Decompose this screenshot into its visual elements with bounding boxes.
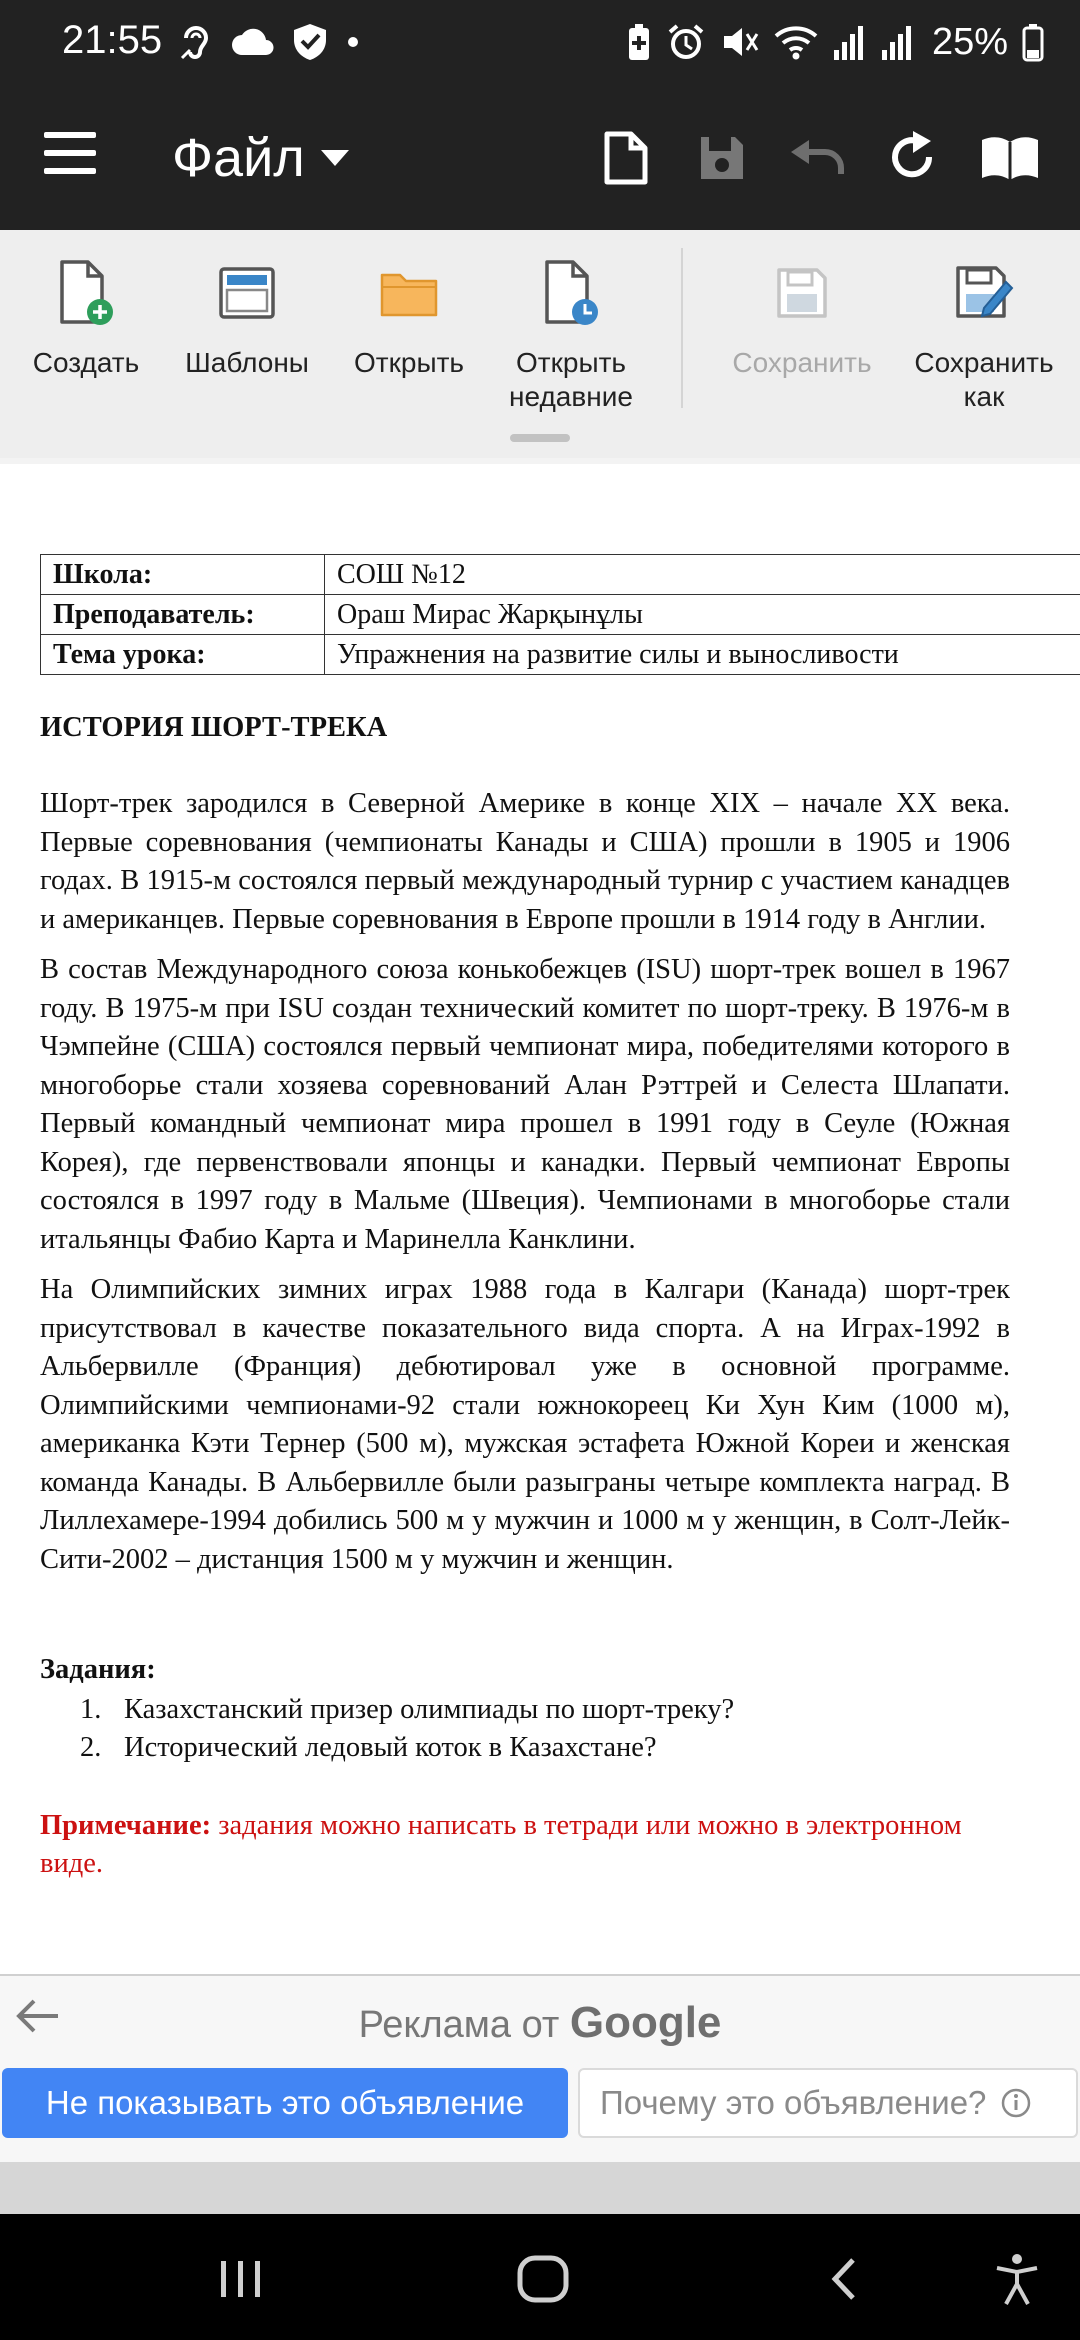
- cloud-icon: [230, 27, 274, 57]
- status-time: 21:55: [62, 18, 163, 62]
- table-row: [41, 555, 1080, 595]
- ad-title: Реклама от Google: [358, 1998, 722, 2047]
- document-content: [40, 554, 1080, 1883]
- save-button[interactable]: [722, 248, 882, 380]
- ribbon-toolbar: [0, 230, 1080, 458]
- create-button[interactable]: [6, 248, 166, 380]
- save-as-label: Сохранить как: [914, 347, 1054, 412]
- ribbon-collapse-handle[interactable]: [510, 434, 570, 442]
- alarm-icon: [666, 22, 706, 62]
- status-left-icons: [178, 18, 360, 66]
- save-as-button[interactable]: [904, 248, 1064, 414]
- templates-label: Шаблоны: [185, 347, 309, 378]
- mute-icon: [720, 22, 760, 62]
- navigation-bar: [0, 2214, 1080, 2340]
- menu-button[interactable]: [44, 132, 100, 188]
- back-button[interactable]: [810, 2244, 880, 2314]
- redo-button[interactable]: [866, 122, 962, 194]
- home-button[interactable]: [508, 2244, 578, 2314]
- recent-apps-button[interactable]: [206, 2244, 276, 2314]
- redo-icon: [889, 131, 939, 185]
- document-heading: ИСТОРИЯ ШОРТ-ТРЕКА: [40, 712, 388, 743]
- open-recent-button[interactable]: [491, 248, 651, 414]
- why-this-ad-label: Почему это объявление?: [600, 2084, 987, 2121]
- note-text: задания можно написать в тетради или можно в электронном виде.: [40, 1810, 962, 1879]
- dot-icon: [346, 35, 360, 49]
- tasks-list: [40, 1691, 1080, 1767]
- signal-icon: [880, 22, 914, 62]
- table-cell-value: СОШ №12: [325, 555, 1080, 595]
- list-item: [40, 1729, 1080, 1767]
- read-mode-icon: [979, 134, 1041, 182]
- accessibility-button[interactable]: [982, 2244, 1052, 2314]
- templates-button[interactable]: [167, 248, 327, 380]
- table-cell-value: Упражнения на развитие силы и выносливости: [325, 635, 1080, 675]
- hearing-icon: [178, 22, 212, 62]
- templates-icon: [217, 265, 277, 321]
- status-right-icons: [626, 18, 1044, 66]
- new-document-button[interactable]: [578, 122, 674, 194]
- home-icon: [516, 2254, 570, 2304]
- create-document-icon: [56, 258, 116, 328]
- accessibility-icon: [994, 2252, 1040, 2306]
- shield-icon: [292, 22, 328, 62]
- save-disabled-icon: [775, 266, 829, 320]
- back-icon: [825, 2254, 865, 2304]
- ribbon-separator: [681, 248, 683, 408]
- save-as-icon: [954, 264, 1014, 322]
- paragraph: В состав Международного союза конькобежцев (ISU) шорт-трек вошел в 1967 году. В 1975-м при ISU создан технический комитет по шорт-треку. В 1976-м в Чэмпейне (США) состоялся первый чемпионат мира, победителями которого в многоборье стали хозяева соревнований Алан Рэттрей и Селеста Шлапати. Первый командный чемпионат мира прошел в 1991 году в Сеуле (Южная Корея), где первенствовали японцы и канадки. Первый чемпионат Европы состоялся в 1997 году в Мальме (Швеция). Чемпионами в многоборье стали итальянцы Фабио Карта и Маринелла Канклини.: [40, 954, 1010, 1255]
- list-item: [40, 1691, 1080, 1729]
- table-cell-key: Школа:: [41, 555, 325, 595]
- recent-apps-icon: [217, 2257, 265, 2301]
- dropdown-arrow-icon: [321, 150, 349, 166]
- undo-button[interactable]: [770, 122, 866, 194]
- create-label: Создать: [32, 347, 140, 378]
- file-menu-label: Файл: [172, 128, 305, 188]
- table-cell-key: Преподаватель:: [41, 595, 325, 635]
- lesson-info-table: [40, 554, 1080, 675]
- folder-icon: [378, 267, 440, 319]
- table-row: [41, 595, 1080, 635]
- battery-percent: 25%: [931, 20, 1008, 63]
- list-number: 1.: [80, 1694, 102, 1725]
- read-mode-button[interactable]: [962, 122, 1058, 194]
- paragraph: На Олимпийских зимних играх 1988 года в Калгари (Канада) шорт-трек присутствовал в качестве показательного вида спорта. А на Играх-1992 в Альбервилле (Франция) дебютировал уже в основной программе. Олимпийскими чемпионами-92 стали южнокореец Ки Хун Ким (1000 м), американка Кэти Тернер (500 м), мужская эстафета Южной Кореи и женская команда Канады. В Альбервилле были разыграны четыре комплекта наград. В Лиллехамере-1994 добились 500 м у мужчин и 1000 м у женщин, в Солт-Лейк-Сити-2002 – дистанция 1500 м у мужчин и женщин.: [40, 1274, 1010, 1575]
- app-bar: [0, 88, 1080, 230]
- note-paragraph: [40, 1807, 1010, 1883]
- document-view[interactable]: [0, 458, 1080, 1974]
- undo-icon: [789, 138, 847, 178]
- signal-icon: [832, 22, 866, 62]
- save-label: Сохранить: [732, 347, 872, 378]
- ad-overlay: [0, 1974, 1080, 2214]
- battery-saver-icon: [626, 22, 652, 62]
- table-cell-value: Ораш Мирас Жарқынұлы: [325, 595, 1080, 635]
- table-row: [41, 635, 1080, 675]
- recent-document-icon: [541, 258, 601, 328]
- google-logo: Google: [569, 1998, 722, 2047]
- file-menu-button[interactable]: [172, 118, 349, 198]
- ad-bottom-band: [0, 2162, 1080, 2216]
- save-toolbar-button[interactable]: [674, 122, 770, 194]
- new-document-icon: [603, 130, 649, 186]
- open-recent-label: Открыть недавние: [509, 347, 633, 412]
- save-icon: [697, 133, 747, 183]
- list-text: Казахстанский призер олимпиады по шорт-треку?: [124, 1694, 735, 1725]
- list-text: Исторический ледовый коток в Казахстане?: [124, 1732, 657, 1763]
- note-label: Примечание:: [40, 1810, 212, 1841]
- hide-ad-button[interactable]: Не показывать это объявление: [2, 2068, 568, 2138]
- menu-icon: [44, 132, 96, 138]
- open-label: Открыть: [354, 347, 464, 378]
- status-bar: [0, 0, 1080, 88]
- paragraph: Шорт-трек зародился в Северной Америке в конце XIX – начале XX века. Первые соревнования (чемпионаты Канады и США) прошли в 1905 и 1906 годах. В 1915-м состоялся первый международный турнир с участием канадцев и американцев. Первые соревнования в Европе прошли в 1914 году в Англии.: [40, 788, 1010, 935]
- wifi-icon: [774, 22, 818, 62]
- info-icon: [1000, 2087, 1032, 2119]
- tasks-heading: Задания:: [40, 1654, 156, 1685]
- battery-icon: [1022, 22, 1044, 62]
- app-bar-tools: [578, 122, 1058, 194]
- why-this-ad-button[interactable]: [578, 2068, 1078, 2138]
- list-number: 2.: [80, 1732, 102, 1763]
- table-cell-key: Тема урока:: [41, 635, 325, 675]
- open-button[interactable]: [329, 248, 489, 380]
